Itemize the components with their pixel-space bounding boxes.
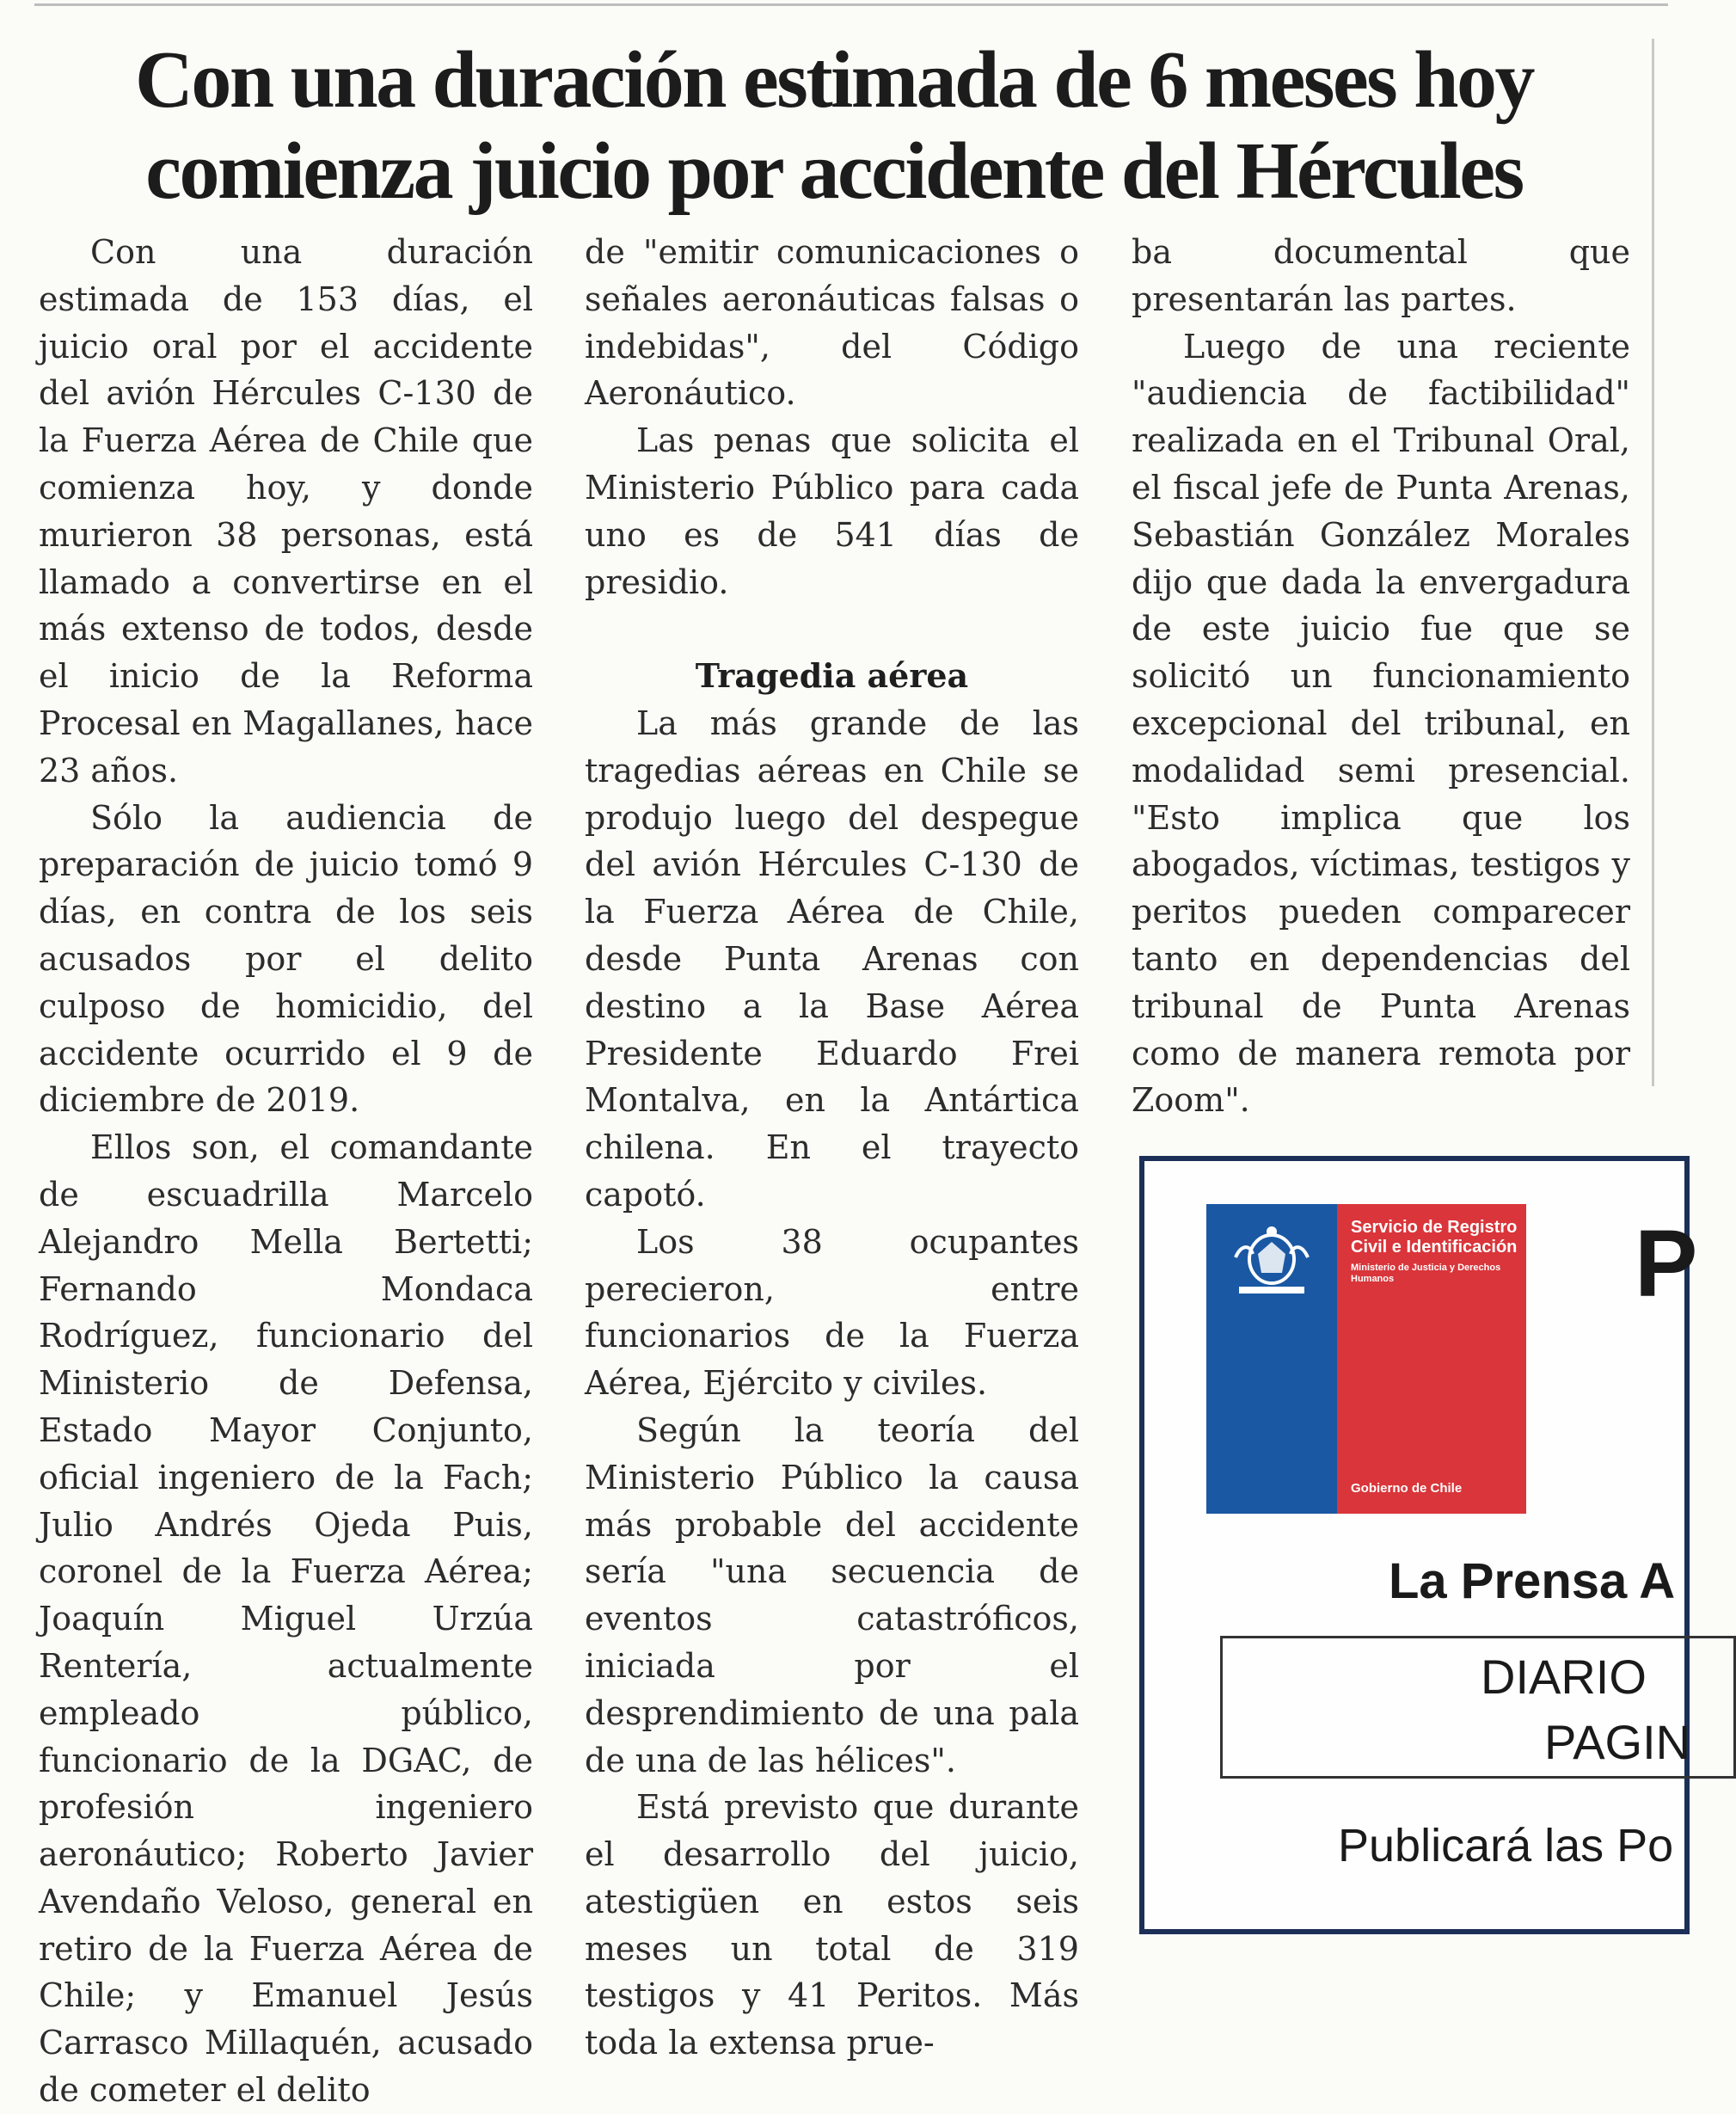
registro-civil-logo — [1206, 1204, 1526, 1514]
headline: Con una duración estimada de 6 meses hoy comienza juicio por accidente del Hércules — [134, 35, 1534, 216]
logo-text-block — [1351, 1218, 1518, 1285]
paragraph: Con una duración estimada de 153 días, el juicio oral por el accidente del avión Hércules C-130 de la Fuerza Aérea de Chile que comienza hoy, y donde murieron 38 personas, está llamado a convertirse en el más extenso de todos, desde el inicio de la Reforma Procesal en Magallanes, hace 23 años. — [39, 233, 533, 790]
article-column-3 — [1132, 229, 1630, 1124]
logo-blue-panel — [1206, 1204, 1337, 1514]
article-column-1 — [39, 229, 533, 2114]
top-rule — [34, 3, 1668, 6]
logo-red-panel — [1337, 1204, 1526, 1514]
article-column-2 — [585, 229, 1079, 2067]
paragraph: Está previsto que durante el desarrollo del juicio, atestigüen en estos seis meses un total de 319 testigos y 41 Peritos. Más toda la extensa prue- — [585, 1788, 1079, 2062]
advertisement-box — [1139, 1156, 1698, 1934]
paragraph: Según la teoría del Ministerio Público la causa más probable del accidente sería "una secuencia de eventos catastróficos, iniciada por el desprendimiento de una pala de una de las hélices". — [585, 1410, 1079, 1779]
paragraph: Los 38 ocupantes perecieron, entre funcionarios de la Fuerza Aérea, Ejército y civiles. — [585, 1222, 1079, 1403]
ad-heading-letter: P — [1635, 1211, 1698, 1317]
ad-inner-box — [1220, 1636, 1736, 1779]
column-rule — [1652, 39, 1654, 1086]
paragraph: Las penas que solicita el Ministerio Público para cada uno es de 541 días de presidio. — [585, 421, 1079, 601]
logo-name: Servicio de Registro Civil e Identificación — [1351, 1218, 1518, 1257]
paragraph: La más grande de las tragedias aéreas en Chile se produjo luego del despegue del avión Hércules C-130 de la Fuerza Aérea de Chile, desde Punta Arenas con destino a la Base Aérea Presidente Eduardo Frei Montalva, en la Antártica chilena. En el trayecto capotó. — [585, 704, 1079, 1214]
paragraph: ba documental que presentarán las partes. — [1132, 233, 1630, 318]
subheading: Tragedia aérea — [695, 656, 969, 696]
logo-subtitle: Ministerio de Justicia y Derechos Humanos — [1351, 1263, 1501, 1284]
ad-line-diario: DIARIO — [1481, 1650, 1647, 1704]
logo-government: Gobierno de Chile — [1351, 1481, 1463, 1496]
coat-of-arms-icon — [1224, 1220, 1320, 1306]
ad-line-pagina: PAGIN — [1544, 1715, 1691, 1769]
paragraph: Ellos son, el comandante de escuadrilla Marcelo Alejandro Mella Bertetti; Fernando Mondaca Rodríguez, funcionario del Ministerio de Defensa, Estado Mayor Conjunto, oficial ingeniero de la Fach; Julio Andrés Ojeda Puis, coronel de la Fuerza Aérea; Joaquín Miguel Urzúa Rentería, actualmente empleado público, funcionario de la DGAC, de profesión ingeniero aeronáutico; Roberto Javier Avendaño Veloso, general en retiro de la Fuerza Aérea de Chile; y Emanuel Jesús Carrasco Millaquén, acusado de cometer el delito — [39, 1128, 533, 2110]
paragraph: Sólo la audiencia de preparación de juicio tomó 9 días, en contra de los seis acusados por el delito culposo de homicidio, del accidente ocurrido el 9 de diciembre de 2019. — [39, 798, 533, 1120]
ad-footer-text: Publicará las Po — [1338, 1820, 1674, 1871]
paragraph: de "emitir comunicaciones o señales aeronáuticas falsas o indebidas", del Código Aeronáutico. — [585, 233, 1079, 413]
spacer — [585, 605, 1079, 653]
ad-title: La Prensa A — [1389, 1553, 1676, 1609]
paragraph: Luego de una reciente "audiencia de factibilidad" realizada en el Tribunal Oral, el fiscal jefe de Punta Arenas, Sebastián González Morales dijo que dada la envergadura de este juicio fue que se solicitó un funcionamiento excepcional del tribunal, en modalidad semi presencial. "Esto implica que los abogados, víctimas, testigos y peritos pueden comparecer tanto en dependencias del tribunal de Punta Arenas como de manera remota por Zoom". — [1132, 327, 1630, 1120]
